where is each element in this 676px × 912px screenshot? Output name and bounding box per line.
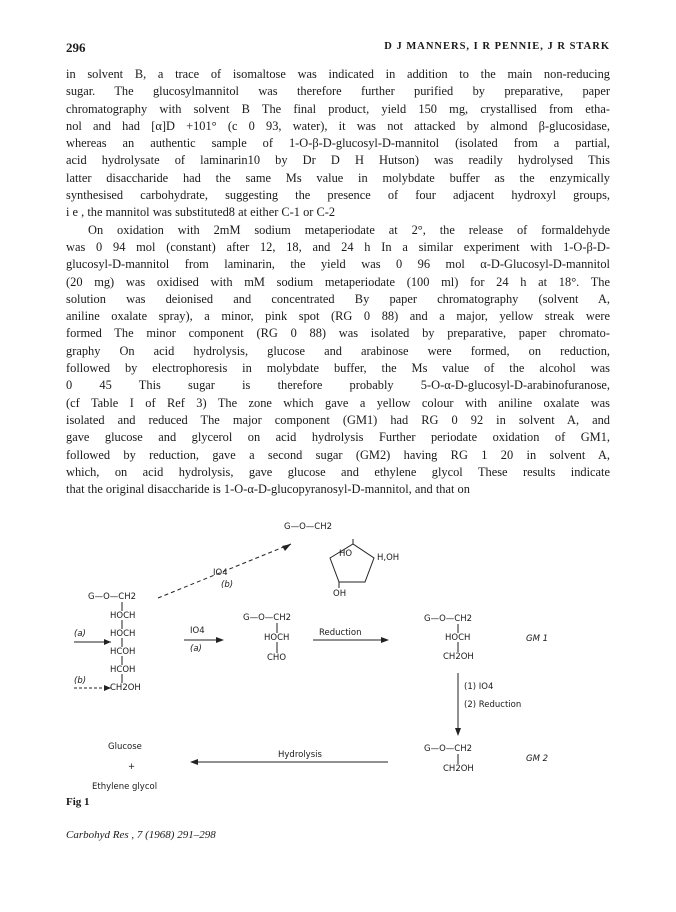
body-line: was 0 94 mol (constant) after 12, 18, and 24 h In a similar experiment with 1-O-β-D- (66, 239, 610, 254)
gm2-c2-label: CH2OH (443, 764, 474, 774)
body-line: isolated and reduced The major component (GM1) had RG 0 92 in solvent A, and (66, 412, 610, 427)
gm2-c1-label: G—O—CH2 (424, 744, 473, 754)
furanose-ho-label: HO (339, 549, 353, 559)
body-line: nol and had [α]D +101° (c 0 93, water), it was not attacked by almond β-glucosidase, (66, 118, 610, 133)
body-line: synthesised carbohydrate, suggesting the presence of four adjacent hydroxyl groups, (66, 188, 610, 203)
figure-caption: Fig 1 (66, 796, 90, 808)
body-line: followed by reduction, gave a second sugar (GM2) having RG 1 20 in solvent A, (66, 447, 610, 462)
plus-sign: + (128, 762, 136, 772)
periodate-a-label: IO4 (190, 626, 205, 636)
body-line: formed The minor component (RG 0 88) was isolated by preparative, paper chromato- (66, 326, 610, 341)
gm1-c2-label: HOCH (445, 633, 471, 643)
body-line: i e , the mannitol was substituted8 at either C-1 or C-2 (66, 205, 336, 220)
mannitol-c3-label: HOCH (110, 629, 136, 639)
body-line: latter disaccharide had the same Ms value in molybdate buffer as the enzymically (66, 170, 610, 185)
body-line: glucosyl-D-mannitol from laminarin, the yield was 0 96 mol α-D-Glucosyl-D-mannitol (66, 257, 610, 272)
path-a-arrow-label: (a) (190, 644, 202, 654)
body-line: graphy On acid hydrolysis, glucose and arabinose were formed, on reduction, (66, 343, 610, 358)
periodate-b-label: IO4 (213, 568, 228, 578)
furanose-h-oh-label: H,OH (377, 553, 400, 563)
body-line: solution was deionised and concentrated By paper chromatography (solvent A, (66, 291, 610, 306)
hydrolysis-label: Hydrolysis (278, 750, 322, 760)
journal-citation: Carbohyd Res , 7 (1968) 291–298 (66, 829, 216, 841)
running-header-authors: D J MANNERS, I R PENNIE, J R STARK (384, 41, 610, 52)
aldehyde-c2-label: HOCH (264, 633, 290, 643)
gm1-label: GM 1 (526, 634, 549, 644)
reduction-label: Reduction (319, 628, 362, 638)
gm2-label: GM 2 (526, 754, 549, 764)
body-line: that the original disaccharide is 1-O-α-D-glucopyranosyl-D-mannitol, and that on (66, 482, 470, 497)
aldehyde-cho-label: CHO (267, 653, 287, 663)
body-line: gave glucose and glycerol on acid hydrolysis Further periodate oxidation of GM1, (66, 430, 610, 445)
page-number: 296 (66, 40, 86, 55)
body-line: aniline oxalate spray), a minor, pink spot (RG 0 88) and a major, yellow streak were (66, 309, 610, 324)
aldehyde-c1-label: G—O—CH2 (243, 613, 292, 623)
mannitol-c5-label: HCOH (110, 665, 136, 675)
body-line: which, on acid hydrolysis, gave glucose and ethylene glycol These results indicate (66, 464, 610, 479)
body-line: (20 mg) was oxidised with mM sodium metaperiodate (100 ml) for 24 h at 18°. The (66, 274, 610, 289)
mannitol-c2-label: HOCH (110, 611, 136, 621)
gm1-c1-label: G—O—CH2 (424, 614, 473, 624)
step2-label: (2) Reduction (464, 700, 522, 710)
body-line: chromatography with solvent B The final product, yield 150 mg, crystallised from etha- (66, 101, 610, 116)
body-line: whereas an authentic sample of 1-O-β-D-glucosyl-D-mannitol (isolated from a partial, (66, 136, 610, 151)
running-header (66, 40, 610, 56)
body-line: On oxidation with 2mM sodium metaperiodate at 2°, the release of formaldehyde (88, 222, 610, 237)
cleavage-b-label: (b) (74, 676, 87, 686)
body-line: in solvent B, a trace of isomaltose was indicated in addition to the main non-reducing (66, 67, 610, 81)
ethylene-glycol-label: Ethylene glycol (92, 782, 158, 792)
figure-scheme (66, 516, 610, 806)
body-line: (cf Table I of Ref 3) The zone which gave a yellow colour with aniline oxalate was (66, 395, 610, 410)
gm1-c3-label: CH2OH (443, 652, 474, 662)
body-line: 0 45 This sugar is therefore probably 5-O-α-D-glucosyl-D-arabinofuranose, (66, 378, 610, 393)
mannitol-c1-label: G—O—CH2 (88, 592, 137, 602)
glucose-label: Glucose (108, 742, 142, 752)
body-line: sugar. The glucosylmannitol was therefore further purified by preparative, paper (66, 84, 610, 99)
mannitol-c6-label: CH2OH (110, 683, 141, 693)
furanose-oh-label: OH (333, 589, 347, 599)
furanose-glycosyl-label: G—O—CH2 (284, 522, 333, 532)
mannitol-c4-label: HCOH (110, 647, 136, 657)
step1-label: (1) IO4 (464, 682, 494, 692)
body-line: followed by electrophoresis in molybdate buffer, the Ms value of the alcohol was (66, 361, 610, 376)
body-text (66, 66, 610, 498)
path-b-upper-label: (b) (221, 580, 234, 590)
body-line: acid hydrolysate of laminarin10 by Dr D H Hutson) was readily hydrolysed This (66, 153, 610, 168)
cleavage-a-label: (a) (74, 629, 86, 639)
